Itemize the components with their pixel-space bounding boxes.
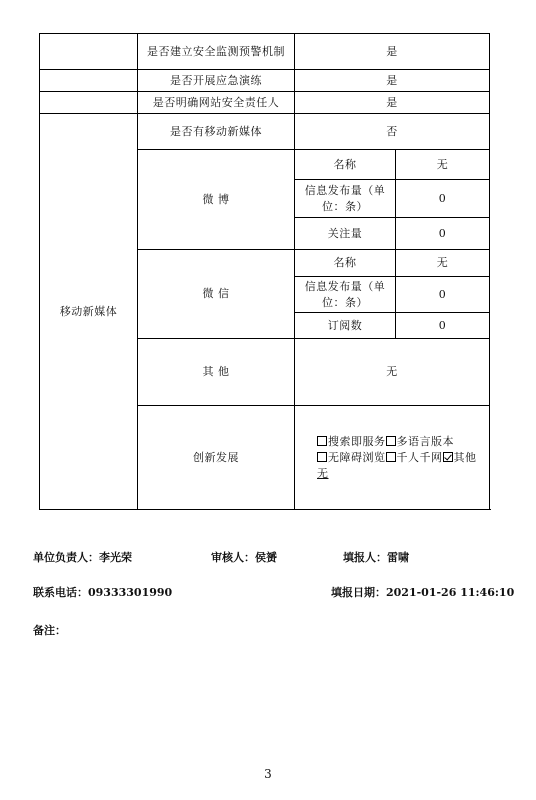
drill-value: 是 bbox=[295, 70, 490, 92]
wechat-name-value: 无 bbox=[396, 250, 490, 277]
checkbox-icon[interactable] bbox=[386, 452, 396, 462]
responsible-value: 是 bbox=[295, 92, 490, 114]
filler: 填报人：雷啸 bbox=[343, 551, 409, 564]
option-personalized[interactable] bbox=[386, 451, 443, 464]
option-other[interactable] bbox=[443, 451, 477, 464]
cell-blank bbox=[40, 70, 138, 92]
wechat-name-label: 名称 bbox=[295, 250, 396, 277]
cell-blank bbox=[40, 92, 138, 114]
option-label: 无障碍浏览 bbox=[328, 450, 386, 464]
option-label: 搜索即服务 bbox=[328, 434, 386, 448]
wechat-posts-value: 0 bbox=[396, 277, 490, 313]
monitoring-label: 是否建立安全监测预警机制 bbox=[138, 34, 295, 70]
cell-blank bbox=[40, 34, 138, 70]
weibo-posts-value: 0 bbox=[396, 180, 490, 218]
drill-label: 是否开展应急演练 bbox=[138, 70, 295, 92]
monitoring-value: 是 bbox=[295, 34, 490, 70]
reviewer: 审核人：侯赟 bbox=[211, 551, 277, 564]
mobile-media-section-label: 移动新媒体 bbox=[40, 114, 138, 510]
unit-head: 单位负责人：李光荣 bbox=[33, 551, 132, 564]
checkbox-icon[interactable] bbox=[317, 436, 327, 446]
option-label: 其他 bbox=[453, 450, 477, 464]
has-mobile-value: 否 bbox=[295, 114, 490, 150]
wechat-subscribers-label: 订阅数 bbox=[295, 313, 396, 339]
weibo-followers-label: 关注量 bbox=[295, 218, 396, 250]
report-table bbox=[39, 33, 490, 510]
weibo-name-value: 无 bbox=[396, 150, 490, 180]
innovation-label: 创新发展 bbox=[138, 406, 295, 510]
weibo-followers-value: 0 bbox=[396, 218, 490, 250]
weibo-name-label: 名称 bbox=[295, 150, 396, 180]
innovation-other-value: 无 bbox=[317, 466, 329, 480]
remark: 备注： bbox=[33, 624, 66, 637]
has-mobile-label: 是否有移动新媒体 bbox=[138, 114, 295, 150]
weibo-posts-label: 信息发布量（单位：条） bbox=[295, 180, 396, 218]
fill-date: 填报日期：2021-01-26 11:46:10 bbox=[331, 586, 515, 599]
checkbox-icon[interactable] bbox=[386, 436, 396, 446]
wechat-posts-label: 信息发布量（单位：条） bbox=[295, 277, 396, 313]
other-label: 其 他 bbox=[138, 339, 295, 406]
option-label: 多语言版本 bbox=[396, 434, 454, 448]
innovation-options bbox=[295, 406, 490, 510]
checkbox-icon[interactable] bbox=[317, 452, 327, 462]
option-search-as-service[interactable] bbox=[317, 435, 386, 448]
responsible-label: 是否明确网站安全责任人 bbox=[138, 92, 295, 114]
wechat-subscribers-value: 0 bbox=[396, 313, 490, 339]
phone: 联系电话：09333301990 bbox=[33, 586, 173, 599]
option-label: 千人千网 bbox=[396, 450, 443, 464]
option-accessibility[interactable] bbox=[317, 451, 386, 464]
option-multilingual[interactable] bbox=[386, 435, 455, 448]
weibo-label: 微 博 bbox=[138, 150, 295, 250]
other-value: 无 bbox=[295, 339, 490, 406]
page-number: 3 bbox=[264, 767, 272, 781]
wechat-label: 微 信 bbox=[138, 250, 295, 339]
checked-checkbox-icon[interactable] bbox=[443, 452, 453, 462]
